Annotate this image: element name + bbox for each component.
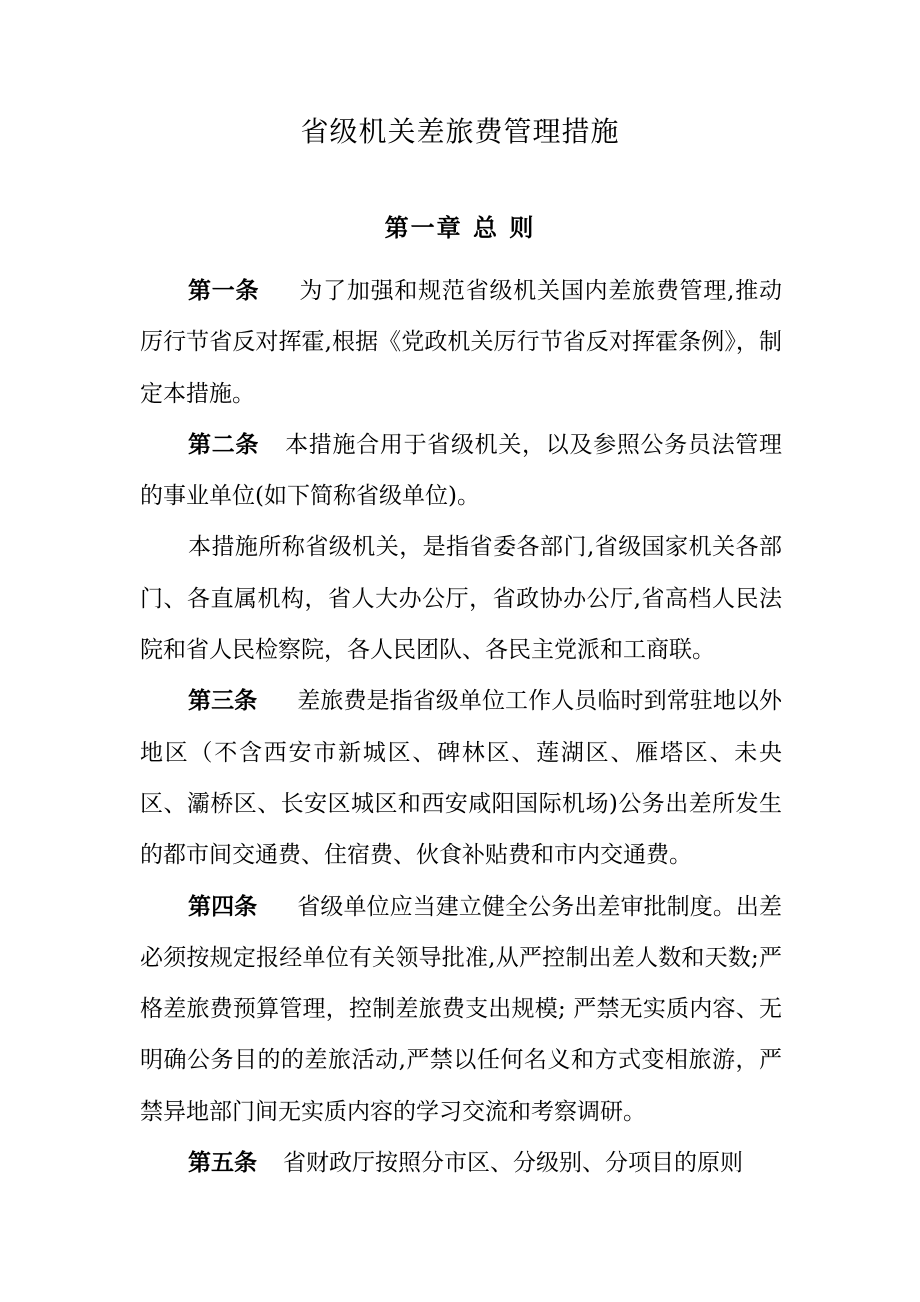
article-3-paragraph (140, 676, 782, 881)
article-label: 第四条 (188, 893, 258, 920)
article-label: 第五条 (188, 1150, 257, 1177)
article-text: 省财政厅按照分市区、分级别、分项目的原则 (283, 1150, 743, 1177)
chapter-title: 第一章 总 则 (384, 214, 536, 242)
article-4-paragraph (140, 882, 782, 1138)
article-text: 为了加强和规范省级机关国内差旅费管理,推动厉行节省反对挥霍,根据《党政机关厉行节省反对挥霍条例》，制定本措施。 (140, 278, 783, 407)
document-body (140, 266, 782, 1189)
article-text: 差旅费是指省级单位工作人员临时到常驻地以外地区（不含西安市新城区、碑林区、莲湖区、雁塔区、未央区、灞桥区、长安区城区和西安咸阳国际机场)公务出差所发生的都市间交通费、住宿费、伙食补贴费和市内交通费。 (140, 688, 783, 869)
article-text: 省级单位应当建立健全公务出差审批制度。出差必须按规定报经单位有关领导批准,从严控制出差人数和天数;严格差旅费预算管理，控制差旅费支出规模; 严禁无实质内容、无明确公务目的的差旅活动,严禁以任何名义和方式变相旅游，严禁异地部门间无实质内容的学习交流和考察调研。 (140, 893, 783, 1125)
article-text: 本措施合用于省级机关，以及参照公务员法管理的事业单位(如下简称省级单位)。 (140, 431, 783, 510)
article-2-subparagraph (140, 522, 782, 676)
article-1-paragraph (140, 266, 782, 420)
article-2-paragraph (140, 420, 782, 523)
article-label: 第一条 (188, 278, 260, 304)
article-label: 第三条 (188, 688, 258, 715)
article-text: 本措施所称省级机关，是指省委各部门,省级国家机关各部门、各直属机构，省人大办公厅，省政协办公厅,省高档人民法院和省人民检察院，各人民团队、各民主党派和工商联。 (140, 534, 782, 664)
article-label: 第二条 (188, 431, 260, 458)
article-5-paragraph (140, 1138, 782, 1189)
document-title: 省级机关差旅费管理措施 (300, 115, 620, 148)
